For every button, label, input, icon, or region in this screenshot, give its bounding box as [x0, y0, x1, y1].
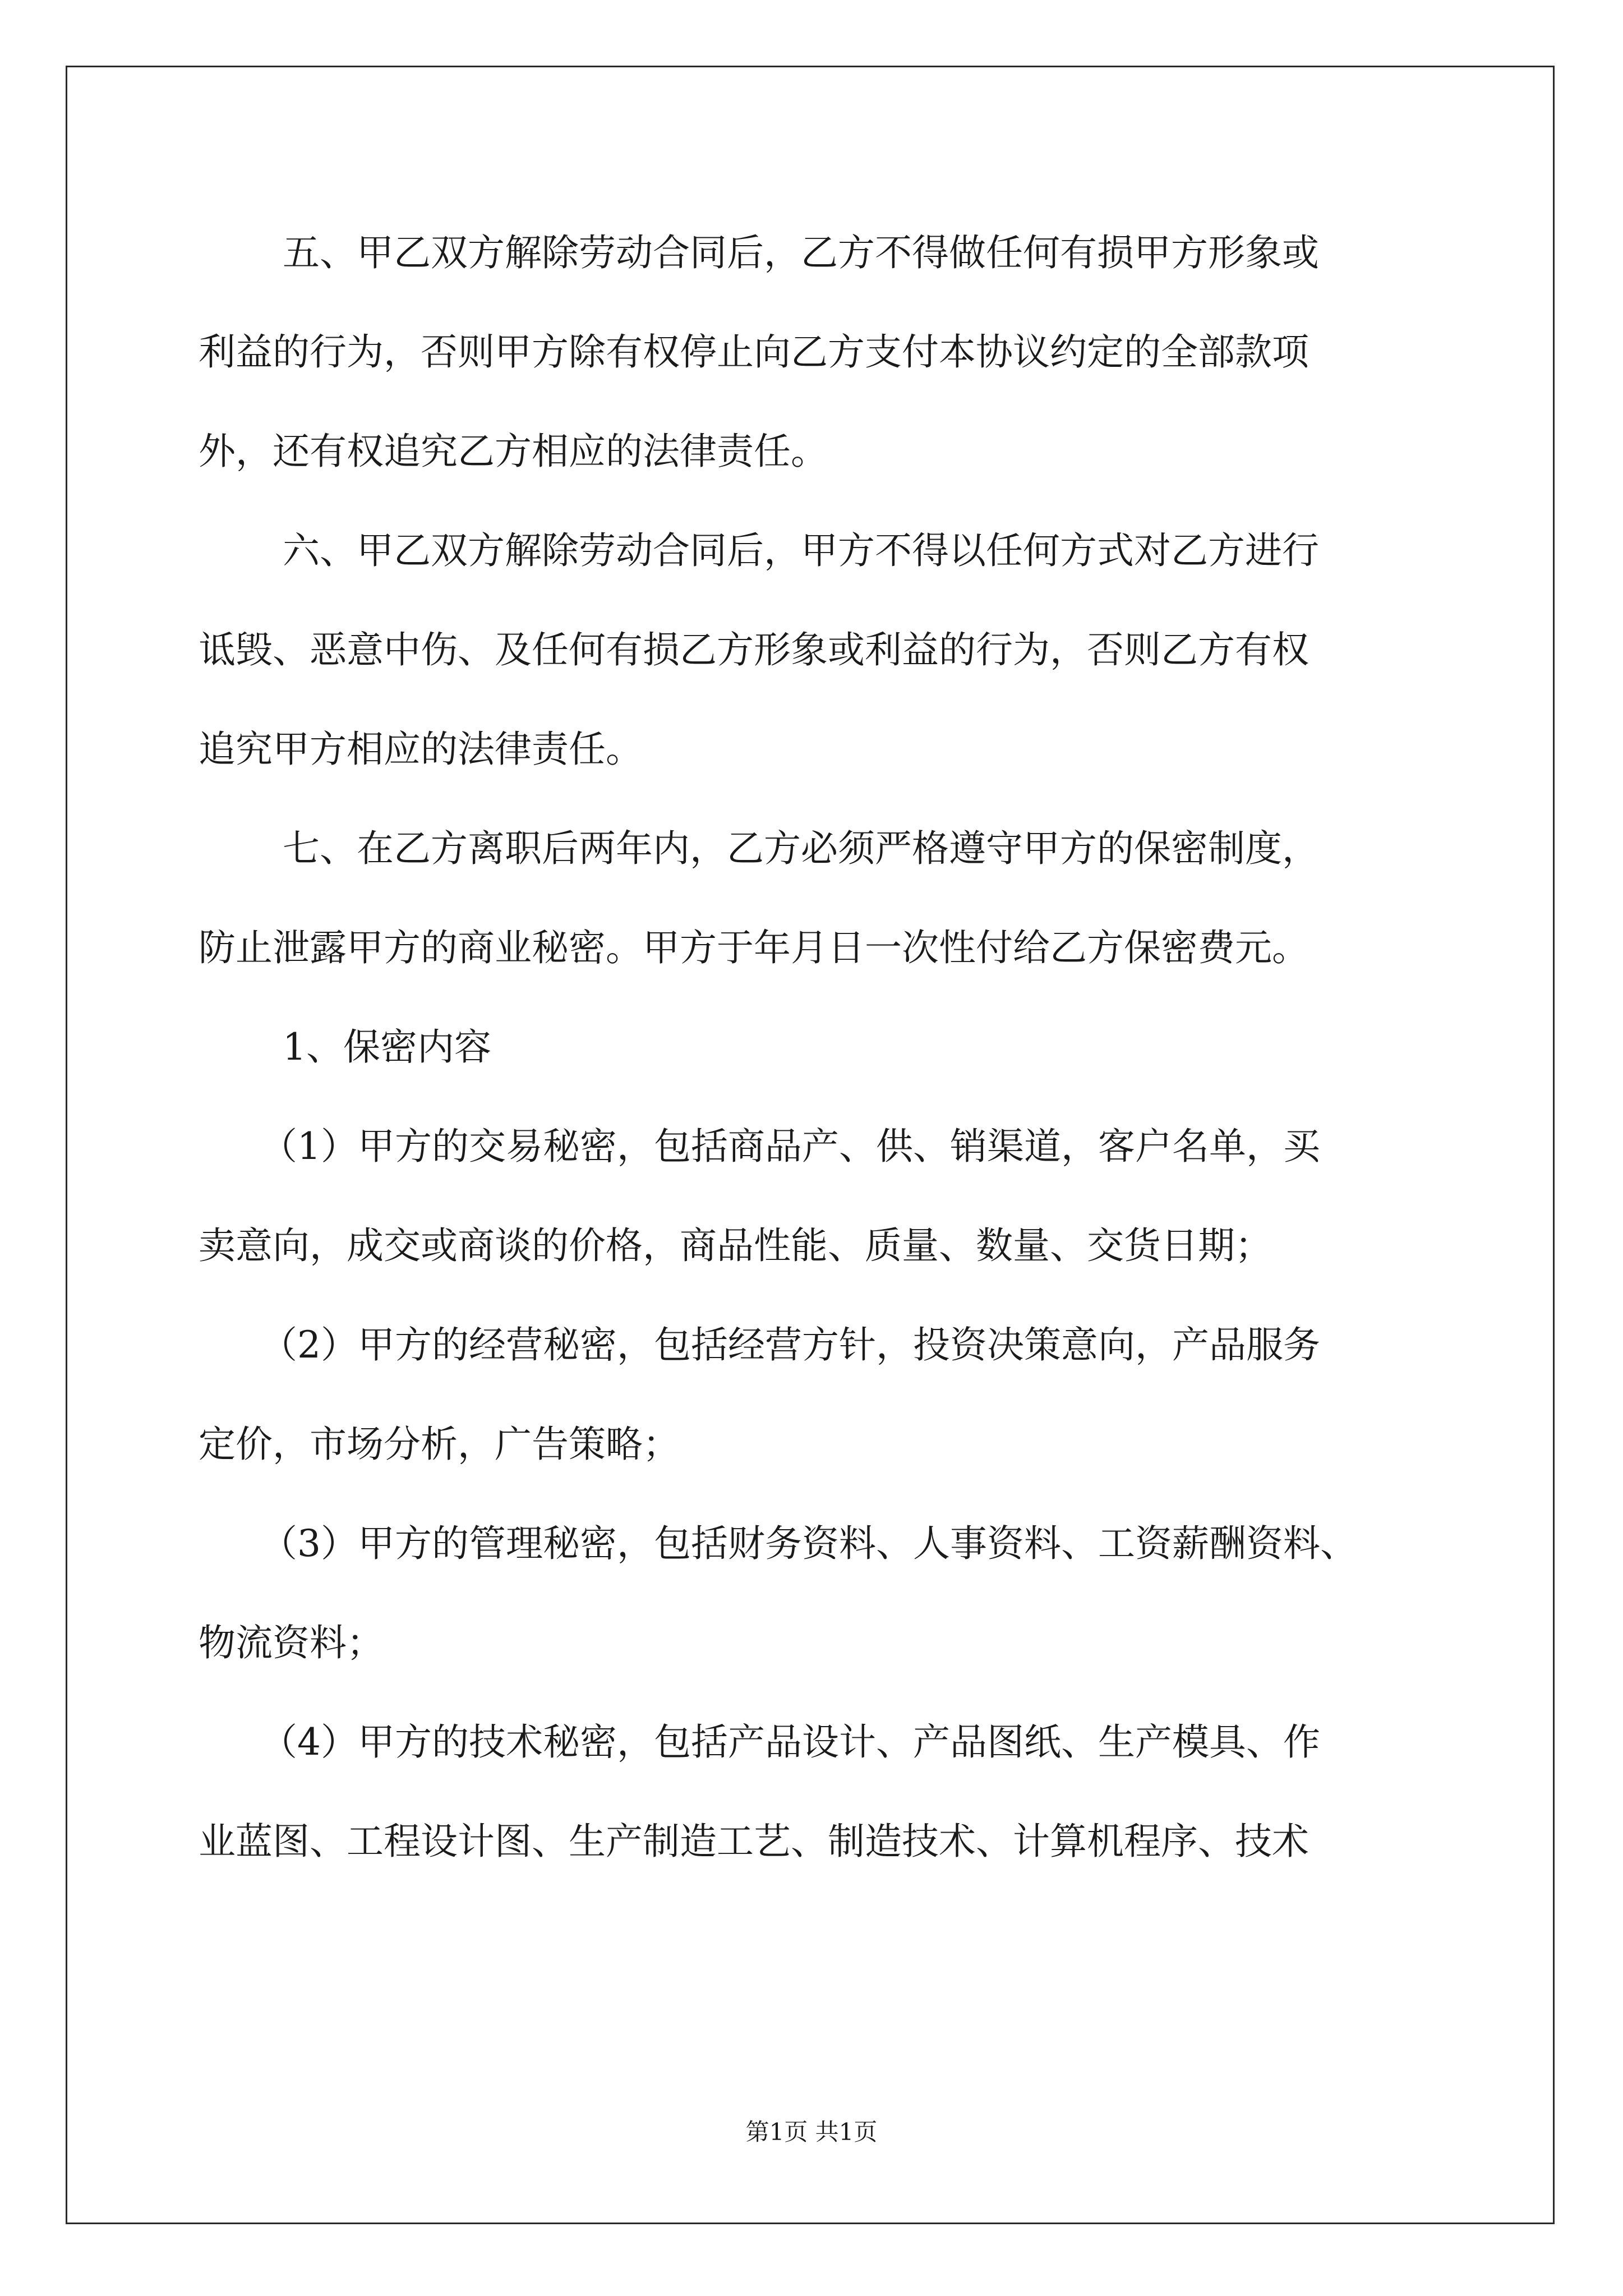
section-confidential-content	[199, 997, 1427, 1097]
text-line: 外，还有权追究乙方相应的法律责任。	[199, 430, 828, 473]
item-business-secrets	[199, 1295, 1427, 1494]
text-line: 六、甲乙双方解除劳动合同后，甲方不得以任何方式对乙方进行	[283, 529, 1319, 572]
text-line: 诋毁、恶意中伤、及任何有损乙方形象或利益的行为，否则乙方有权	[199, 628, 1309, 671]
clause-five	[199, 203, 1427, 501]
clause-seven	[199, 799, 1427, 997]
text-line: 定价，市场分析，广告策略；	[199, 1423, 680, 1466]
item-management-secrets	[199, 1494, 1427, 1692]
text-line: （4）甲方的技术秘密，包括产品设计、产品图纸、生产模具、作	[260, 1720, 1320, 1764]
text-line: 五、甲乙双方解除劳动合同后，乙方不得做任何有损甲方形象或	[283, 231, 1319, 274]
text-line: 卖意向，成交或商谈的价格，商品性能、质量、数量、交货日期；	[199, 1224, 1272, 1267]
text-line: 利益的行为，否则甲方除有权停止向乙方支付本协议约定的全部款项	[199, 330, 1309, 374]
page-number-footer: 第1页 共1页	[745, 2118, 878, 2146]
item-technical-secrets	[199, 1692, 1427, 1891]
section-heading: 1、保密内容	[283, 1025, 491, 1069]
document-body	[199, 203, 1427, 1891]
item-trade-secrets	[199, 1097, 1427, 1295]
text-line: （2）甲方的经营秘密，包括经营方针，投资决策意向，产品服务	[260, 1323, 1320, 1366]
text-line: （3）甲方的管理秘密，包括财务资料、人事资料、工资薪酬资料、	[260, 1522, 1357, 1565]
text-line: 追究甲方相应的法律责任。	[199, 728, 643, 771]
text-line: 七、在乙方离职后两年内，乙方必须严格遵守甲方的保密制度，	[283, 827, 1319, 870]
text-line: （1）甲方的交易秘密，包括商品产、供、销渠道，客户名单，买	[260, 1125, 1320, 1168]
text-line: 业蓝图、工程设计图、生产制造工艺、制造技术、计算机程序、技术	[199, 1820, 1309, 1863]
clause-six	[199, 501, 1427, 799]
text-line: 防止泄露甲方的商业秘密。甲方于年月日一次性付给乙方保密费元。	[199, 926, 1309, 969]
text-line: 物流资料；	[199, 1621, 384, 1664]
